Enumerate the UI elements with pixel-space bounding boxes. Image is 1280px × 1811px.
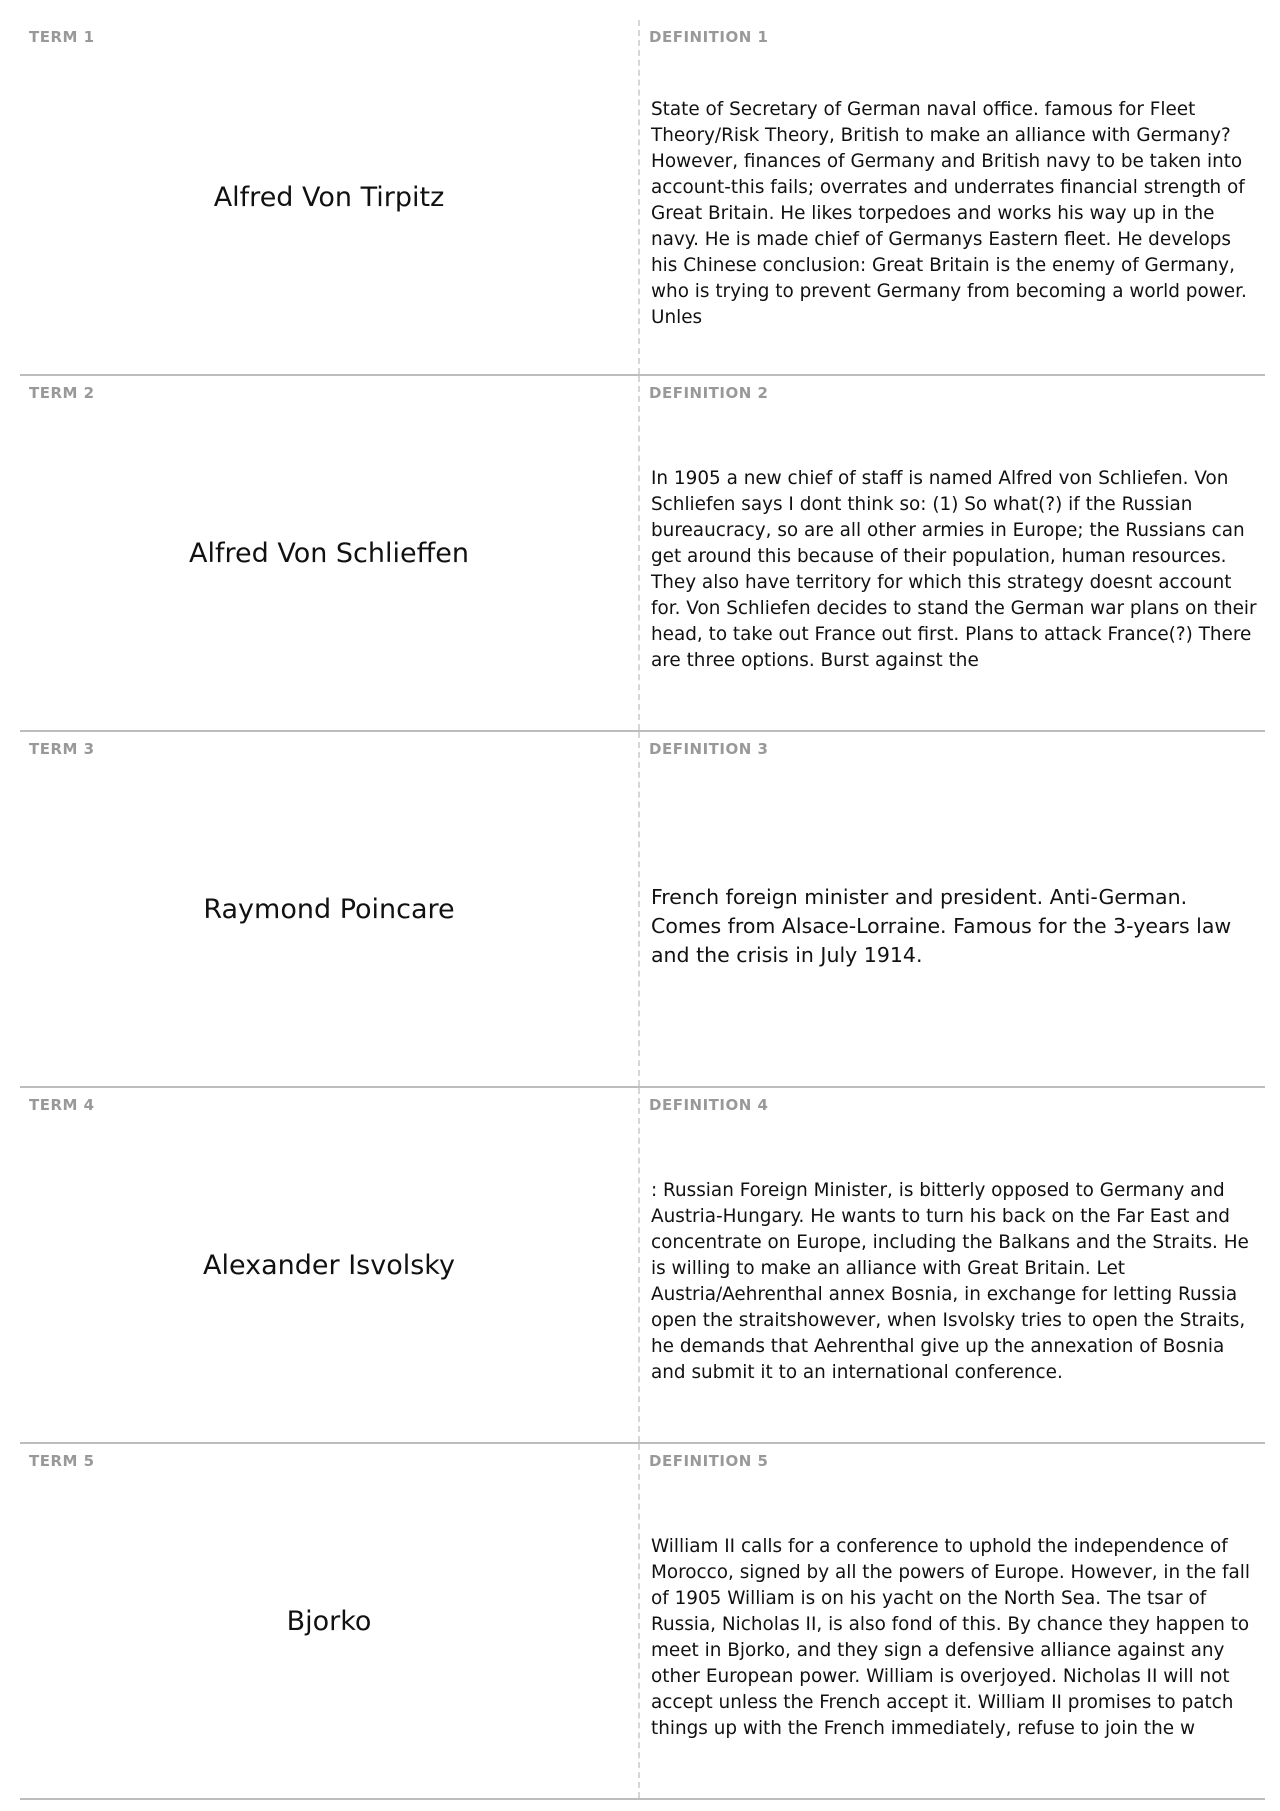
term-cell xyxy=(20,1444,640,1798)
definition-cell xyxy=(640,1444,1265,1798)
definition-text: In 1905 a new chief of staff is named Alfred von Schliefen. Von Schliefen says I dont think so: (1) So what(?) if the Russian bureaucracy, so are all other armies in Europe; the Russians can get around this because of their population, human resources. They also have territory for which this strategy doesnt account for. Von Schliefen decides to stand the German war plans on their head, to take out France out first. Plans to attack France(?) There are three options. Burst against the xyxy=(651,468,1257,671)
flashcard-row xyxy=(20,376,1265,732)
flashcard-sheet xyxy=(20,20,1265,1800)
term-cell xyxy=(20,20,640,374)
definition-label: DEFINITION 2 xyxy=(649,384,769,402)
term-text: Alfred Von Tirpitz xyxy=(213,181,445,213)
definition-text: : Russian Foreign Minister, is bitterly opposed to Germany and Austria-Hungary. He wants to turn his back on the Far East and concentrate on Europe, including the Balkans and the Straits. He is willing to make an alliance with Great Britain. Let Austria/Aehrenthal annex Bosnia, in exchange for letting Russia open the straitshowever, when Isvolsky tries to open the Straits, he demands that Aehrenthal give up the annexation of Bosnia and submit it to an international conference. xyxy=(651,1180,1249,1383)
definition-cell xyxy=(640,732,1265,1086)
term-text: Alfred Von Schlieffen xyxy=(189,537,469,569)
definition-text: French foreign minister and president. Anti-German. Comes from Alsace-Lorraine. Famous for the 3-years law and the crisis in July 1914. xyxy=(651,884,1232,967)
flashcard-row xyxy=(20,20,1265,376)
definition-label: DEFINITION 3 xyxy=(649,740,769,758)
term-cell xyxy=(20,732,640,1086)
term-label: TERM 1 xyxy=(29,28,95,46)
flashcard-row xyxy=(20,1088,1265,1444)
term-label: TERM 5 xyxy=(29,1452,95,1470)
definition-cell xyxy=(640,1088,1265,1442)
flashcard-row xyxy=(20,732,1265,1088)
term-text: Bjorko xyxy=(286,1605,372,1637)
flashcard-row xyxy=(20,1444,1265,1800)
term-label: TERM 2 xyxy=(29,384,95,402)
definition-cell xyxy=(640,376,1265,730)
term-text: Raymond Poincare xyxy=(203,893,455,925)
definition-label: DEFINITION 4 xyxy=(649,1096,769,1114)
definition-text: State of Secretary of German naval office. famous for Fleet Theory/Risk Theory, British to make an alliance with Germany? However, finances of Germany and British navy to be taken into account-this fails; overrates and underrates financial strength of Great Britain. He likes torpedoes and works his way up in the navy. He is made chief of Germanys Eastern fleet. He develops his Chinese conclusion: Great Britain is the enemy of Germany, who is trying to prevent Germany from becoming a world power. Unles xyxy=(651,99,1247,328)
term-label: TERM 4 xyxy=(29,1096,95,1114)
term-cell xyxy=(20,1088,640,1442)
definition-text: William II calls for a conference to uphold the independence of Morocco, signed by all the powers of Europe. However, in the fall of 1905 William is on his yacht on the North Sea. The tsar of Russia, Nicholas II, is also fond of this. By chance they happen to meet in Bjorko, and they sign a defensive alliance against any other European power. William is overjoyed. Nicholas II will not accept unless the French accept it. William II promises to patch things up with the French immediately, refuse to join the w xyxy=(651,1536,1251,1739)
term-cell xyxy=(20,376,640,730)
definition-label: DEFINITION 5 xyxy=(649,1452,769,1470)
term-label: TERM 3 xyxy=(29,740,95,758)
definition-cell xyxy=(640,20,1265,374)
definition-label: DEFINITION 1 xyxy=(649,28,769,46)
term-text: Alexander Isvolsky xyxy=(203,1249,455,1281)
